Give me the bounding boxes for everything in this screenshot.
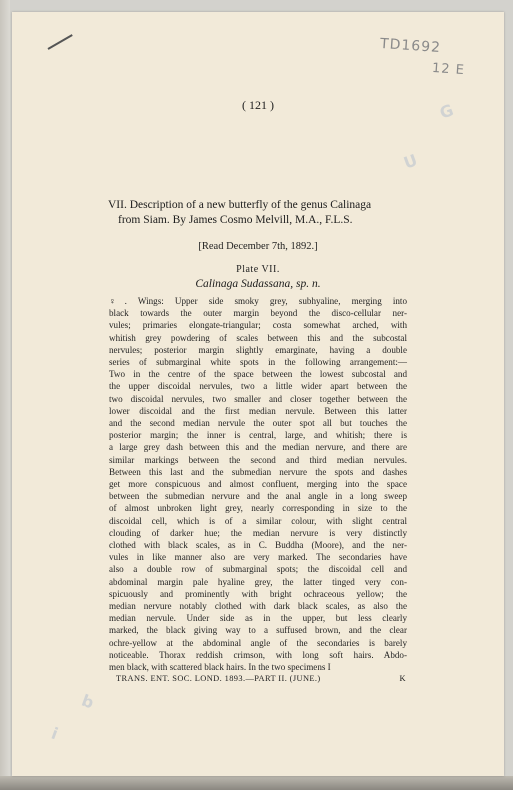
library-stamp-watermark: i bbox=[48, 723, 61, 744]
body-line: nervules; posterior margin slightly emarginate, having a double bbox=[109, 344, 407, 355]
library-stamp-watermark: b bbox=[79, 690, 97, 713]
pencil-mark bbox=[48, 34, 73, 50]
catalog-number-handwriting: TD1692 bbox=[379, 35, 442, 57]
body-text bbox=[109, 295, 407, 673]
body-line: two discoidal nervules, two smaller and closer together between the bbox=[109, 393, 407, 404]
body-line: vules; primaries elongate-triangular; costa somewhat arched, with bbox=[109, 320, 407, 331]
body-line: ochre-yellow at the abdominal angle of the secondaries is barely bbox=[109, 637, 407, 648]
article-title bbox=[108, 198, 408, 228]
body-line: discoidal cell, which is of a similar colour, with slight central bbox=[109, 515, 407, 526]
body-line: Two in the centre of the space between the lowest subcostal and bbox=[109, 369, 407, 380]
signature-mark: K bbox=[399, 674, 406, 683]
body-line: marked, the black giving way to a suffused brown, and the clear bbox=[109, 625, 407, 636]
body-line: lower discoidal and the first median nervule. Between this latter bbox=[109, 405, 407, 416]
scan-edge-bottom bbox=[0, 776, 513, 790]
body-line: a large grey dash between this and the median nervure, and there are bbox=[109, 442, 407, 453]
body-line: similar markings between the second and third median nervules. bbox=[109, 454, 407, 465]
body-line: median nervure notably clothed with dark black scales, as also the bbox=[109, 601, 407, 612]
scan-edge-left bbox=[0, 0, 10, 790]
body-line: also a double row of submarginal spots; the discoidal cell and bbox=[109, 564, 407, 575]
body-line: get more conspicuous and almost confluent, merging into the space bbox=[109, 479, 407, 490]
journal-footer bbox=[116, 674, 406, 683]
title-line-1: VII. Description of a new butterfly of the genus Calinaga bbox=[108, 199, 372, 211]
page-number: ( 121 ) bbox=[242, 98, 274, 112]
library-stamp-watermark: G bbox=[437, 100, 456, 123]
body-line: whitish grey powdering of scales between this and the subcostal bbox=[109, 332, 407, 343]
title-line-2: from Siam. By James Cosmo Melvill, M.A., F.L.S. bbox=[118, 214, 353, 226]
body-line: vules in like manner also are very marked. The secondaries have bbox=[109, 552, 407, 563]
body-line: men black, with scattered black hairs. In the two specimens I bbox=[109, 662, 331, 673]
species-heading: Calinaga Sudassana, sp. n. bbox=[195, 278, 321, 290]
body-line: abdominal margin pale hyaline grey, the latter tinged very con- bbox=[109, 576, 407, 587]
body-line: clouding of darker hue; the median nervure is very distinctly bbox=[109, 527, 407, 538]
body-line: black towards the outer margin beyond the disco-cellular ner- bbox=[109, 308, 407, 319]
body-line: of almost unbroken light grey, nearly corresponding in size to the bbox=[109, 503, 407, 514]
body-line: series of submarginal white spots in the following arrangement:— bbox=[109, 357, 407, 368]
body-line: Between this last and the submedian nervure the spots and dashes bbox=[109, 466, 407, 477]
shelf-mark-handwriting: 12 E bbox=[431, 60, 466, 79]
paper-page bbox=[12, 12, 504, 776]
plate-label: Plate VII. bbox=[236, 264, 280, 275]
body-line: spicuously and prominently with bright ochraceous yellow; the bbox=[109, 588, 407, 599]
body-line: ♀. Wings: Upper side smoky grey, subhyaline, merging into bbox=[109, 296, 407, 306]
body-line: posterior margin; the inner is central, large, and whitish; there is bbox=[109, 430, 407, 441]
journal-citation: TRANS. ENT. SOC. LOND. 1893.—PART II. (JUNE.) bbox=[116, 674, 321, 683]
body-line: noticeable. Thorax reddish crimson, with long soft hairs. Abdo- bbox=[109, 649, 407, 660]
body-line: median nervule. Under side as in the upper, but less clearly bbox=[109, 613, 407, 624]
body-line: between the submedian nervure and the anal angle in a long sweep bbox=[109, 491, 407, 502]
body-line: clothed with black scales, as in C. Buddha (Moore), and the ner- bbox=[109, 540, 407, 551]
library-stamp-watermark: U bbox=[401, 150, 420, 173]
read-date: [Read December 7th, 1892.] bbox=[198, 241, 318, 252]
body-line: and the second median nervule the outer spot all but touches the bbox=[109, 418, 407, 429]
body-line: the upper discoidal nervules, two a little wider apart between the bbox=[109, 381, 407, 392]
